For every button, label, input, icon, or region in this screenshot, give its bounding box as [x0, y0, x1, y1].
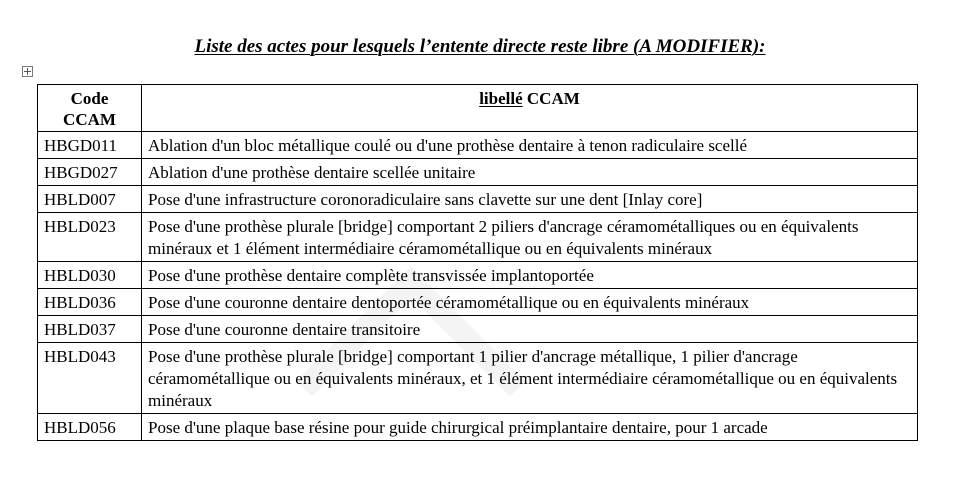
row-code: HBLD056 [38, 414, 142, 441]
row-code: HBLD007 [38, 186, 142, 213]
row-label: Ablation d'un bloc métallique coulé ou d'une prothèse dentaire à tenon radiculaire scellé [142, 132, 918, 159]
table-header-row [38, 85, 918, 132]
header-label-rest: CCAM [522, 89, 580, 108]
table-row [38, 414, 918, 441]
header-code-line1: Code [70, 89, 109, 108]
row-code: HBGD011 [38, 132, 142, 159]
table-row [38, 159, 918, 186]
table-row [38, 186, 918, 213]
row-label: Pose d'une prothèse plurale [bridge] comportant 2 piliers d'ancrage céramométalliques ou en équivalents minéraux et 1 élément intermédiaire céramométallique ou en équivalents minéraux [142, 213, 918, 262]
row-label: Pose d'une plaque base résine pour guide chirurgical préimplantaire dentaire, pour 1 arcade [142, 414, 918, 441]
header-code-line2: CCAM [63, 110, 116, 129]
table-row [38, 132, 918, 159]
row-label: Ablation d'une prothèse dentaire scellée unitaire [142, 159, 918, 186]
header-label-underlined: libellé [479, 89, 523, 108]
row-label: Pose d'une prothèse plurale [bridge] comportant 1 pilier d'ancrage métallique, 1 pilier d'ancrage céramométallique ou en équivalents minéraux, et 1 élément intermédiaire céramométallique ou en équivalents minéraux [142, 343, 918, 414]
table-row [38, 343, 918, 414]
row-label: Pose d'une infrastructure coronoradiculaire sans clavette sur une dent [Inlay core] [142, 186, 918, 213]
table-row [38, 213, 918, 262]
ccam-acts-table [37, 84, 918, 441]
header-code-ccam [38, 85, 142, 132]
row-code: HBGD027 [38, 159, 142, 186]
row-code: HBLD037 [38, 316, 142, 343]
row-label: Pose d'une couronne dentaire transitoire [142, 316, 918, 343]
document-title: Liste des actes pour lesquels l’entente directe reste libre (A MODIFIER): [194, 36, 766, 57]
row-code: HBLD023 [38, 213, 142, 262]
table-row [38, 262, 918, 289]
row-code: HBLD043 [38, 343, 142, 414]
table-row [38, 316, 918, 343]
header-libelle-ccam [142, 85, 918, 132]
row-code: HBLD030 [38, 262, 142, 289]
row-label: Pose d'une couronne dentaire dentoportée céramométallique ou en équivalents minéraux [142, 289, 918, 316]
table-row [38, 289, 918, 316]
table-move-handle-icon[interactable] [22, 66, 33, 77]
row-label: Pose d'une prothèse dentaire complète transvissée implantoportée [142, 262, 918, 289]
row-code: HBLD036 [38, 289, 142, 316]
